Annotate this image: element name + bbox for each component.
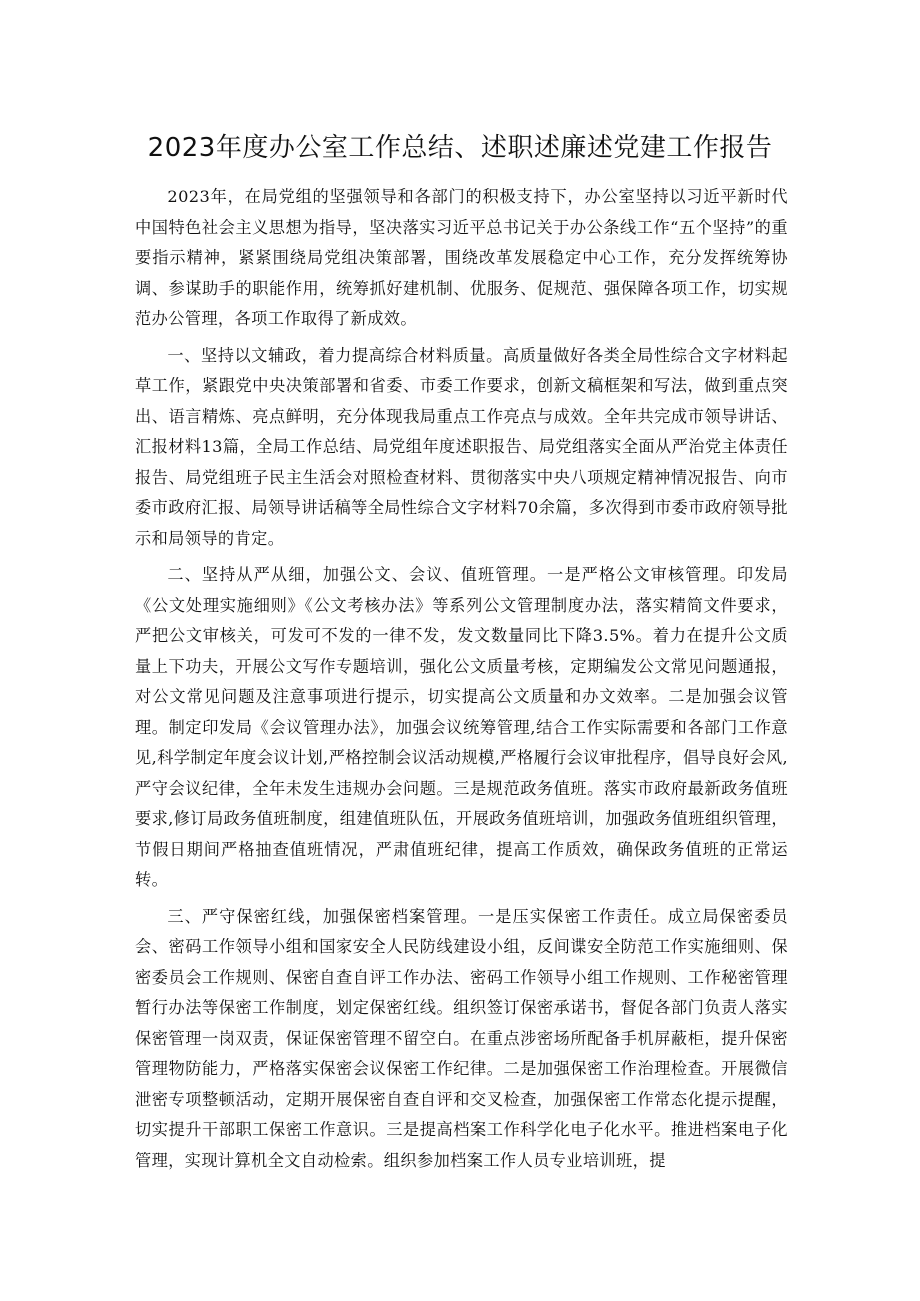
paragraph-intro: 2023年，在局党组的坚强领导和各部门的积极支持下，办公室坚持以习近平新时代中国特色社会主义思想为指导，坚决落实习近平总书记关于办公条线工作“五个坚持”的重要指示精神，紧紧围绕局党组决策部署，围绕改革发展稳定中心工作，充分发挥统筹协调、参谋助手的职能作用，统筹抓好建机制、优服务、促规范、强保障各项工作，切实规范办公管理，各项工作取得了新成效。 xyxy=(135,187,788,328)
paragraph-section-2: 二、坚持从严从细，加强公文、会议、值班管理。一是严格公文审核管理。印发局《公文处理实施细则》《公文考核办法》等系列公文管理制度办法，落实精简文件要求，严把公文审核关，可发可不发的一律不发，发文数量同比下降3.5%。着力在提升公文质量上下功夫，开展公文写作专题培训，强化公文质量考核，定期编发公文常见问题通报，对公文常见问题及注意事项进行提示，切实提高公文质量和办文效率。二是加强会议管理。制定印发局《会议管理办法》，加强会议统筹管理,结合工作实际需要和各部门工作意见,科学制定年度会议计划,严格控制会议活动规模,严格履行会议审批程序，倡导良好会风,严守会议纪律，全年未发生违规办会问题。三是规范政务值班。落实市政府最新政务值班要求,修订局政务值班制度，组建值班队伍，开展政务值班培训，加强政务值班组织管理，节假日期间严格抽查值班情况，严肃值班纪律，提高工作质效，确保政务值班的正常运转。 xyxy=(135,565,788,889)
paragraph-section-1: 一、坚持以文辅政，着力提高综合材料质量。高质量做好各类全局性综合文字材料起草工作，紧跟党中央决策部署和省委、市委工作要求，创新文稿框架和写法，做到重点突出、语言精炼、亮点鲜明，充分体现我局重点工作亮点与成效。全年共完成市领导讲话、汇报材料13篇，全局工作总结、局党组年度述职报告、局党组落实全面从严治党主体责任报告、局党组班子民主生活会对照检查材料、贯彻落实中央八项规定精神情况报告、向市委市政府汇报、局领导讲话稿等全局性综合文字材料70余篇，多次得到市委市政府领导批示和局领导的肯定。 xyxy=(135,345,788,548)
paragraph-section-3: 三、严守保密红线，加强保密档案管理。一是压实保密工作责任。成立局保密委员会、密码工作领导小组和国家安全人民防线建设小组，反间谍安全防范工作实施细则、保密委员会工作规则、保密自查自评工作办法、密码工作领导小组工作规则、工作秘密管理暂行办法等保密工作制度，划定保密红线。组织签订保密承诺书，督促各部门负责人落实保密管理一岗双责，保证保密管理不留空白。在重点涉密场所配备手机屏蔽柜，提升保密管理物防能力，严格落实保密会议保密工作纪律。二是加强保密工作治理检查。开展微信泄密专项整顿活动，定期开展保密自查自评和交叉检查，加强保密工作常态化提示提醒，切实提升干部职工保密工作意识。三是提高档案工作科学化电子化水平。推进档案电子化管理，实现计算机全文自动检索。组织参加档案工作人员专业培训班，提 xyxy=(135,906,788,1170)
document-title: 2023年度办公室工作总结、述职述廉述党建工作报告 xyxy=(147,133,773,163)
document-body xyxy=(135,182,788,1182)
